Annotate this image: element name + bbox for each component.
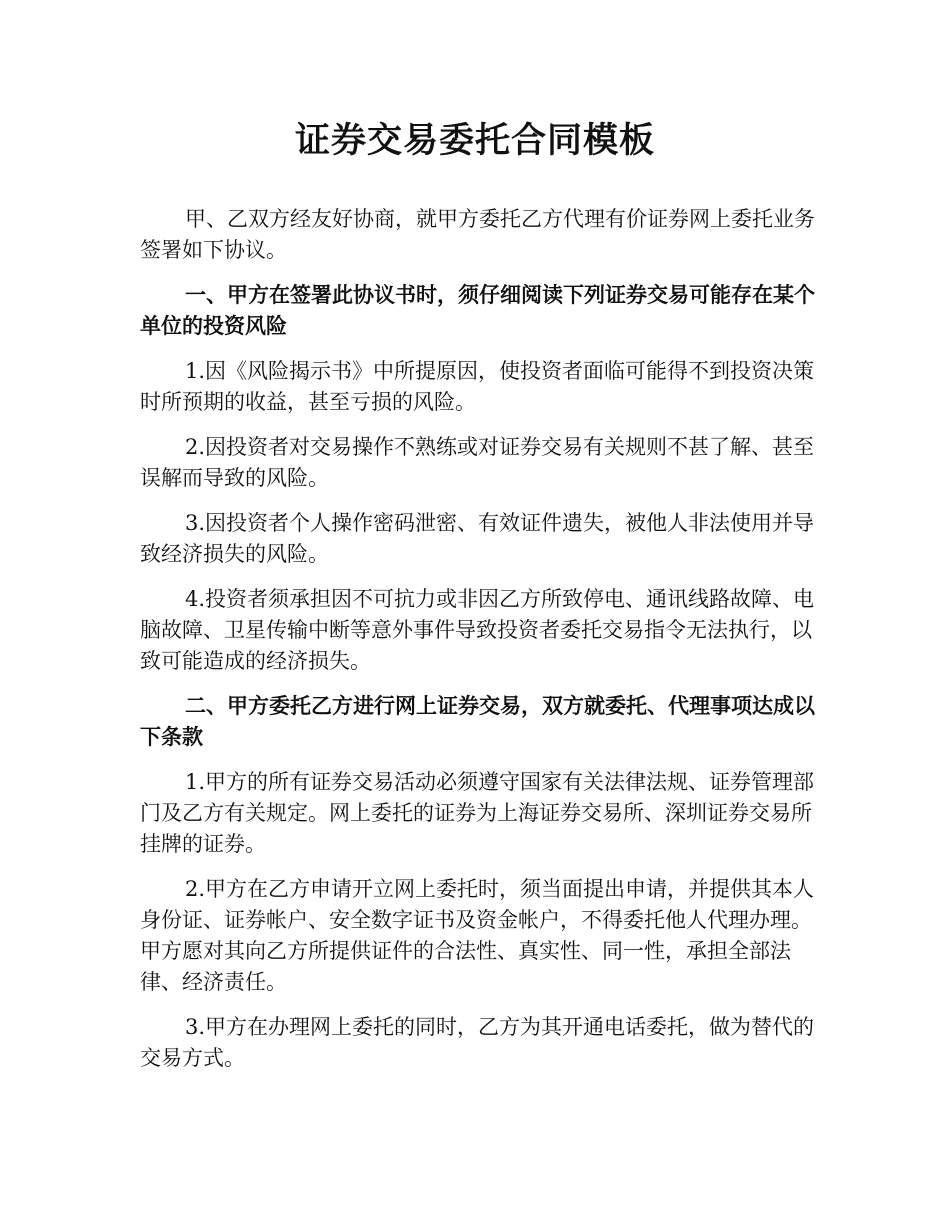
clause-1-1: 1.因《风险揭示书》中所提原因，使投资者面临可能得不到投资决策时所预期的收益，甚至亏损的风险。 [140, 359, 815, 414]
document-body [140, 204, 830, 1074]
clause-2-1: 1.甲方的所有证券交易活动必须遵守国家有关法律法规、证券管理部门及乙方有关规定。网上委托的证券为上海证券交易所、深圳证券交易所挂牌的证券。 [140, 770, 815, 856]
intro-paragraph: 甲、乙双方经友好协商，就甲方委托乙方代理有价证券网上委托业务签署如下协议。 [140, 207, 815, 262]
clause-1-4: 4.投资者须承担因不可抗力或非因乙方所致停电、通讯线路故障、电脑故障、卫星传输中断等意外事件导致投资者委托交易指令无法执行，以致可能造成的经济损失。 [140, 587, 815, 673]
clause-2-3: 3.甲方在办理网上委托的同时，乙方为其开通电话委托，做为替代的交易方式。 [140, 1015, 815, 1070]
clause-1-2: 2.因投资者对交易操作不熟练或对证券交易有关规则不甚了解、甚至误解而导致的风险。 [140, 435, 815, 490]
clause-1-3: 3.因投资者个人操作密码泄密、有效证件遗失，被他人非法使用并导致经济损失的风险。 [140, 511, 815, 566]
section-heading-2: 二、甲方委托乙方进行网上证券交易，双方就委托、代理事项达成以下条款 [140, 694, 815, 749]
section-heading-1: 一、甲方在签署此协议书时，须仔细阅读下列证券交易可能存在某个单位的投资风险 [140, 283, 815, 338]
clause-2-2: 2.甲方在乙方申请开立网上委托时，须当面提出申请，并提供其本人身份证、证券帐户、安全数字证书及资金帐户，不得委托他人代理办理。甲方愿对其向乙方所提供证件的合法性、真实性、同一性，承担全部法律、经济责任。 [140, 877, 815, 994]
document-title: 证券交易委托合同模板 [294, 121, 655, 161]
